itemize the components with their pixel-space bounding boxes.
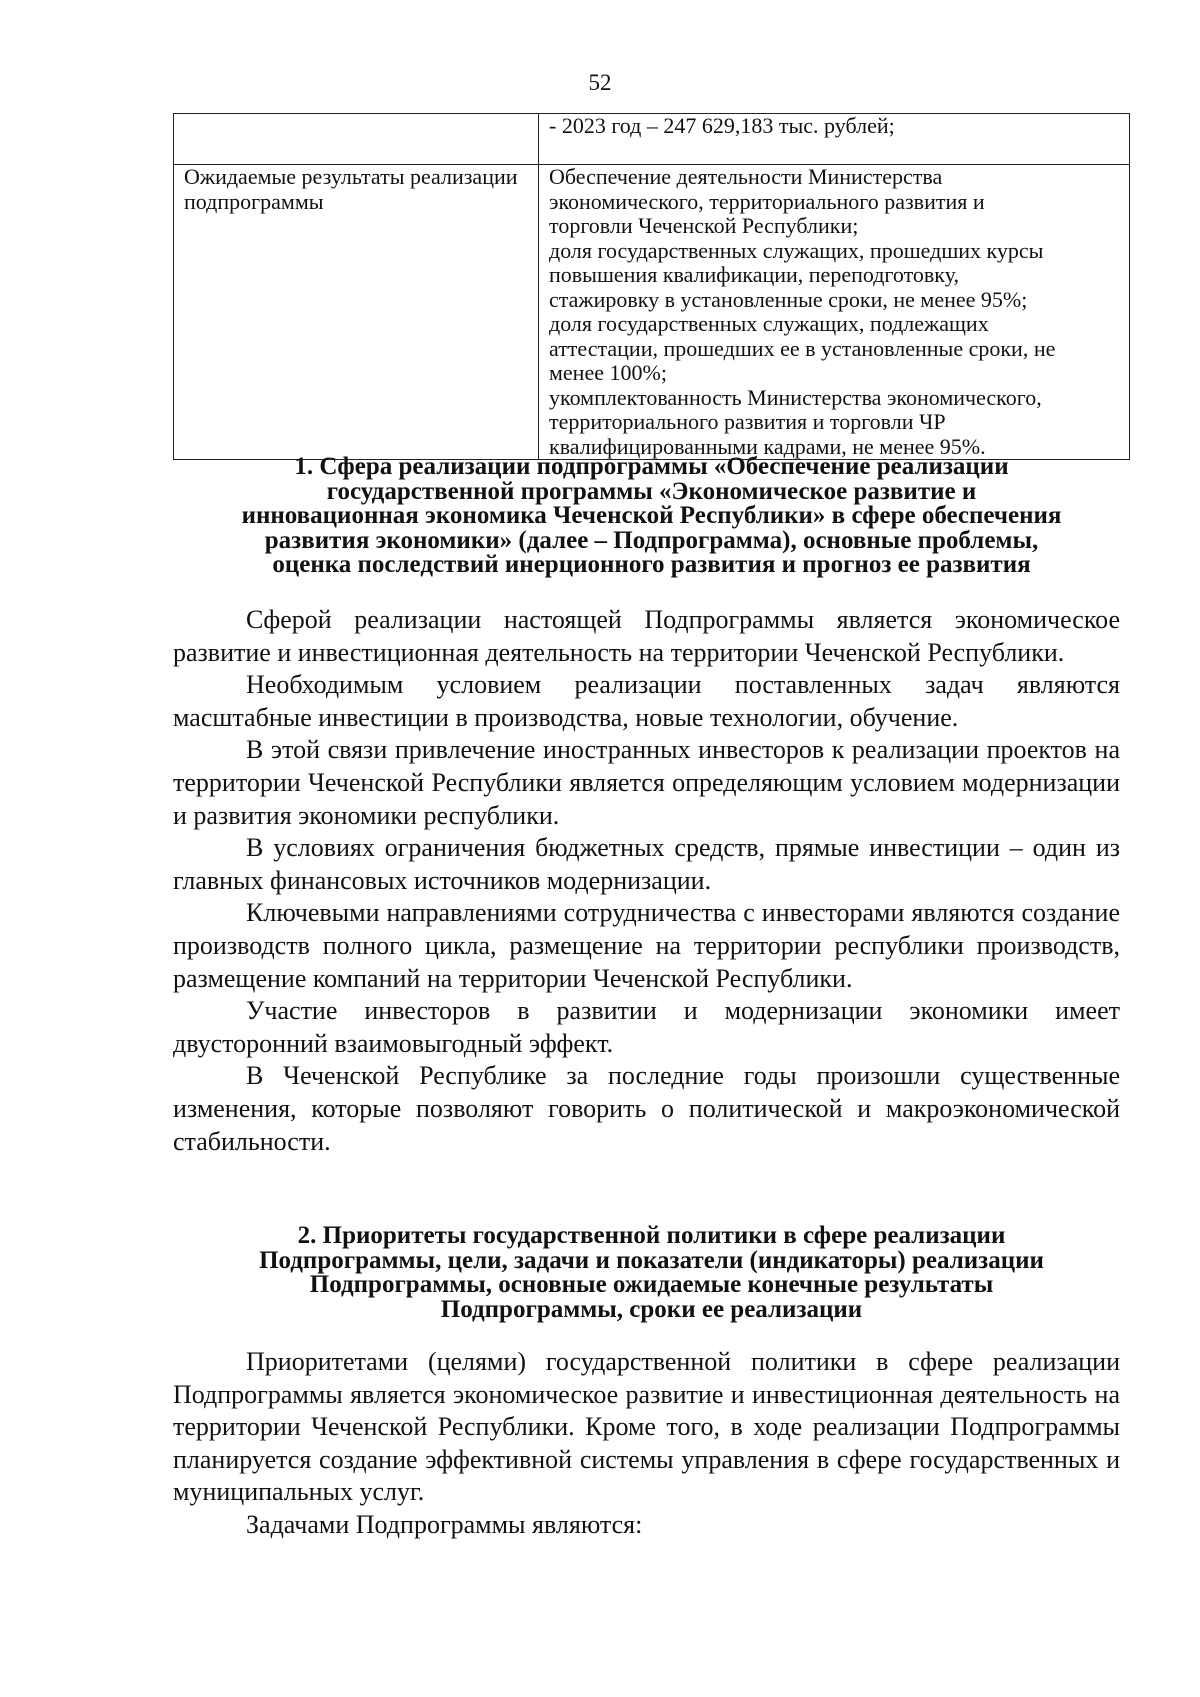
value-line: стажировку в установленные сроки, не менее 95%;	[549, 286, 1028, 312]
paragraph: Участие инвесторов в развитии и модернизации экономики имеет двусторонний взаимовыгодный эффект.	[173, 996, 1120, 1058]
paragraph: Ключевыми направлениями сотрудничества с инвесторами являются создание производств полного цикла, размещение на территории республики производств, размещение компаний на территории Чеченской Республики.	[173, 898, 1120, 993]
section-2-heading	[173, 1224, 1130, 1322]
heading-line: Подпрограммы, сроки ее реализации	[440, 1295, 863, 1323]
heading-line: 2. Приоритеты государственной политики в сфере реализации	[297, 1222, 1006, 1249]
paragraph: Приоритетами (целями) государственной политики в сфере реализации Подпрограммы является экономическое развитие и инвестиционная деятельность на территории Чеченской Республики. Кроме того, в ходе реализации Подпрограммы планируется создание эффективной системы управления в сфере государственных и муниципальных услуг.	[173, 1347, 1120, 1507]
value-line: экономического, территориального развития и	[549, 188, 985, 214]
table-row	[174, 165, 1130, 460]
value-line: квалифицированными кадрами, не менее 95%.	[549, 433, 986, 459]
value-line: менее 100%;	[549, 360, 667, 385]
table-cell-label: Ожидаемые результаты реализации подпрограммы	[174, 165, 539, 460]
page-number: 52	[588, 70, 612, 95]
section-2-body	[173, 1346, 1120, 1542]
heading-line: государственной программы «Экономическое развитие и	[326, 477, 977, 505]
paragraph: В этой связи привлечение иностранных инвесторов к реализации проектов на территории Чеченской Республики является определяющим условием модернизации и развития экономики республики.	[173, 735, 1120, 830]
paragraph: Необходимым условием реализации поставленных задач являются масштабные инвестиции в производства, новые технологии, обучение.	[173, 670, 1120, 732]
value-line: доля государственных служащих, подлежащих	[549, 311, 989, 336]
section-1-heading	[173, 455, 1130, 578]
heading-line: инновационная экономика Чеченской Республики» в сфере обеспечения	[241, 502, 1062, 529]
table-cell-label	[174, 114, 539, 165]
heading-line: Подпрограммы, основные ожидаемые конечные результаты	[309, 1271, 994, 1298]
paragraph: В Чеченской Республике за последние годы произошли существенные изменения, которые позволяют говорить о политической и макроэкономической стабильности.	[173, 1061, 1120, 1156]
value-line: доля государственных служащих, прошедших курсы	[549, 237, 1044, 263]
heading-line: развития экономики» (далее – Подпрограмма), основные проблемы,	[264, 526, 1039, 554]
paragraph: Задачами Подпрограммы являются:	[246, 1509, 643, 1539]
table-row	[174, 114, 1130, 165]
value-line: Обеспечение деятельности Министерства	[549, 164, 943, 189]
passport-table	[173, 113, 1130, 460]
section-1-body	[173, 604, 1120, 1158]
value-line: аттестации, прошедших ее в установленные сроки, не	[549, 335, 1056, 361]
value-line: укомплектованность Министерства экономического,	[549, 384, 1042, 410]
paragraph: Сферой реализации настоящей Подпрограммы является экономическое развитие и инвестиционная деятельность на территории Чеченской Республики.	[173, 605, 1120, 667]
paragraph: В условиях ограничения бюджетных средств, прямые инвестиции – один из главных финансовых источников модернизации.	[173, 833, 1120, 895]
heading-line: 1. Сфера реализации подпрограммы «Обеспечение реализации	[294, 453, 1009, 480]
value-line: торговли Чеченской Республики;	[549, 213, 859, 238]
value-line: повышения квалификации, переподготовку,	[549, 262, 959, 287]
table-cell-value: - 2023 год – 247 629,183 тыс. рублей;	[539, 114, 1130, 165]
table-cell-value	[539, 165, 1130, 460]
value-line: территориального развития и торговли ЧР	[549, 409, 946, 434]
heading-line: Подпрограммы, цели, задачи и показатели (индикаторы) реализации	[259, 1246, 1044, 1274]
heading-line: оценка последствий инерционного развития и прогноз ее развития	[272, 551, 1031, 578]
